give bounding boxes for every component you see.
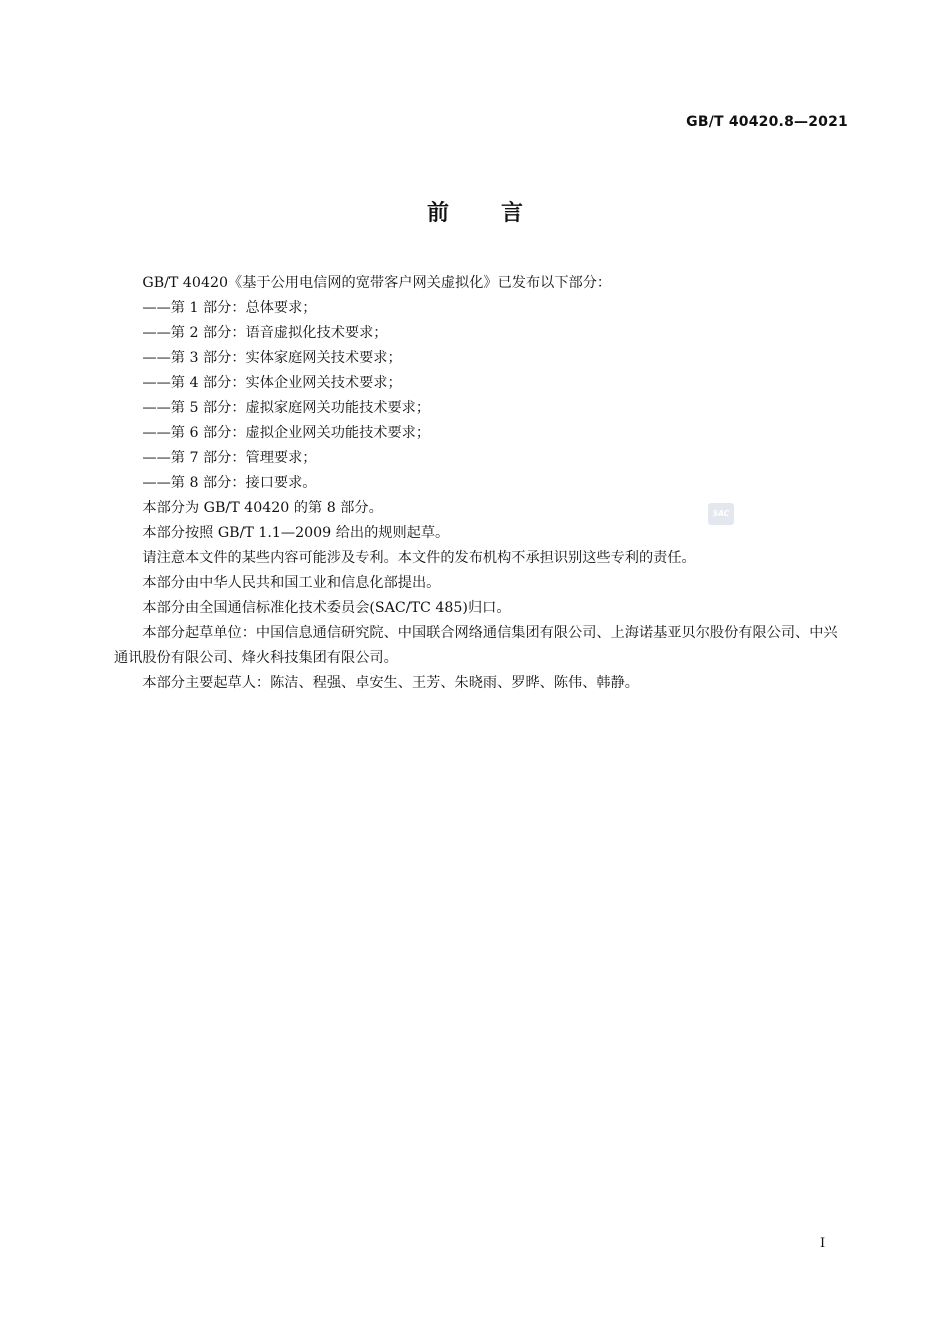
drafters: 本部分主要起草人：陈洁、程强、卓安生、王芳、朱晓雨、罗晔、陈伟、韩静。 (142, 675, 639, 691)
intro-paragraph: GB/T 40420《基于公用电信网的宽带客户网关虚拟化》已发布以下部分： (142, 275, 612, 291)
part-list-item: ——第 4 部分：实体企业网关技术要求； (142, 375, 402, 391)
part-statement: 本部分为 GB/T 40420 的第 8 部分。 (142, 500, 383, 516)
foreword-body (114, 271, 851, 696)
part-list-item: ——第 7 部分：管理要求； (142, 450, 317, 466)
standard-number: GB/T 40420.8—2021 (686, 114, 848, 130)
drafting-units: 本部分起草单位：中国信息通信研究院、中国联合网络通信集团有限公司、上海诺基亚贝尔股份有限公司、中兴通讯股份有限公司、烽火科技集团有限公司。 (114, 625, 838, 666)
part-list-item: ——第 3 部分：实体家庭网关技术要求； (142, 350, 402, 366)
patent-notice: 请注意本文件的某些内容可能涉及专利。本文件的发布机构不承担识别这些专利的责任。 (142, 550, 696, 566)
committee-statement: 本部分由全国通信标准化技术委员会(SAC/TC 485)归口。 (142, 600, 511, 616)
part-list-item: ——第 1 部分：总体要求； (142, 300, 317, 316)
sac-watermark-logo: SAC (708, 503, 734, 525)
page-title: 前言 (426, 201, 575, 226)
part-list-item: ——第 2 部分：语音虚拟化技术要求； (142, 325, 388, 341)
drafting-rules-statement: 本部分按照 GB/T 1.1—2009 给出的规则起草。 (142, 525, 450, 541)
part-list-item: ——第 8 部分：接口要求。 (142, 475, 317, 491)
part-list-item: ——第 6 部分：虚拟企业网关功能技术要求； (142, 425, 431, 441)
proposer-statement: 本部分由中华人民共和国工业和信息化部提出。 (142, 575, 441, 591)
part-list-item: ——第 5 部分：虚拟家庭网关功能技术要求； (142, 400, 431, 416)
page-number: I (820, 1236, 826, 1251)
